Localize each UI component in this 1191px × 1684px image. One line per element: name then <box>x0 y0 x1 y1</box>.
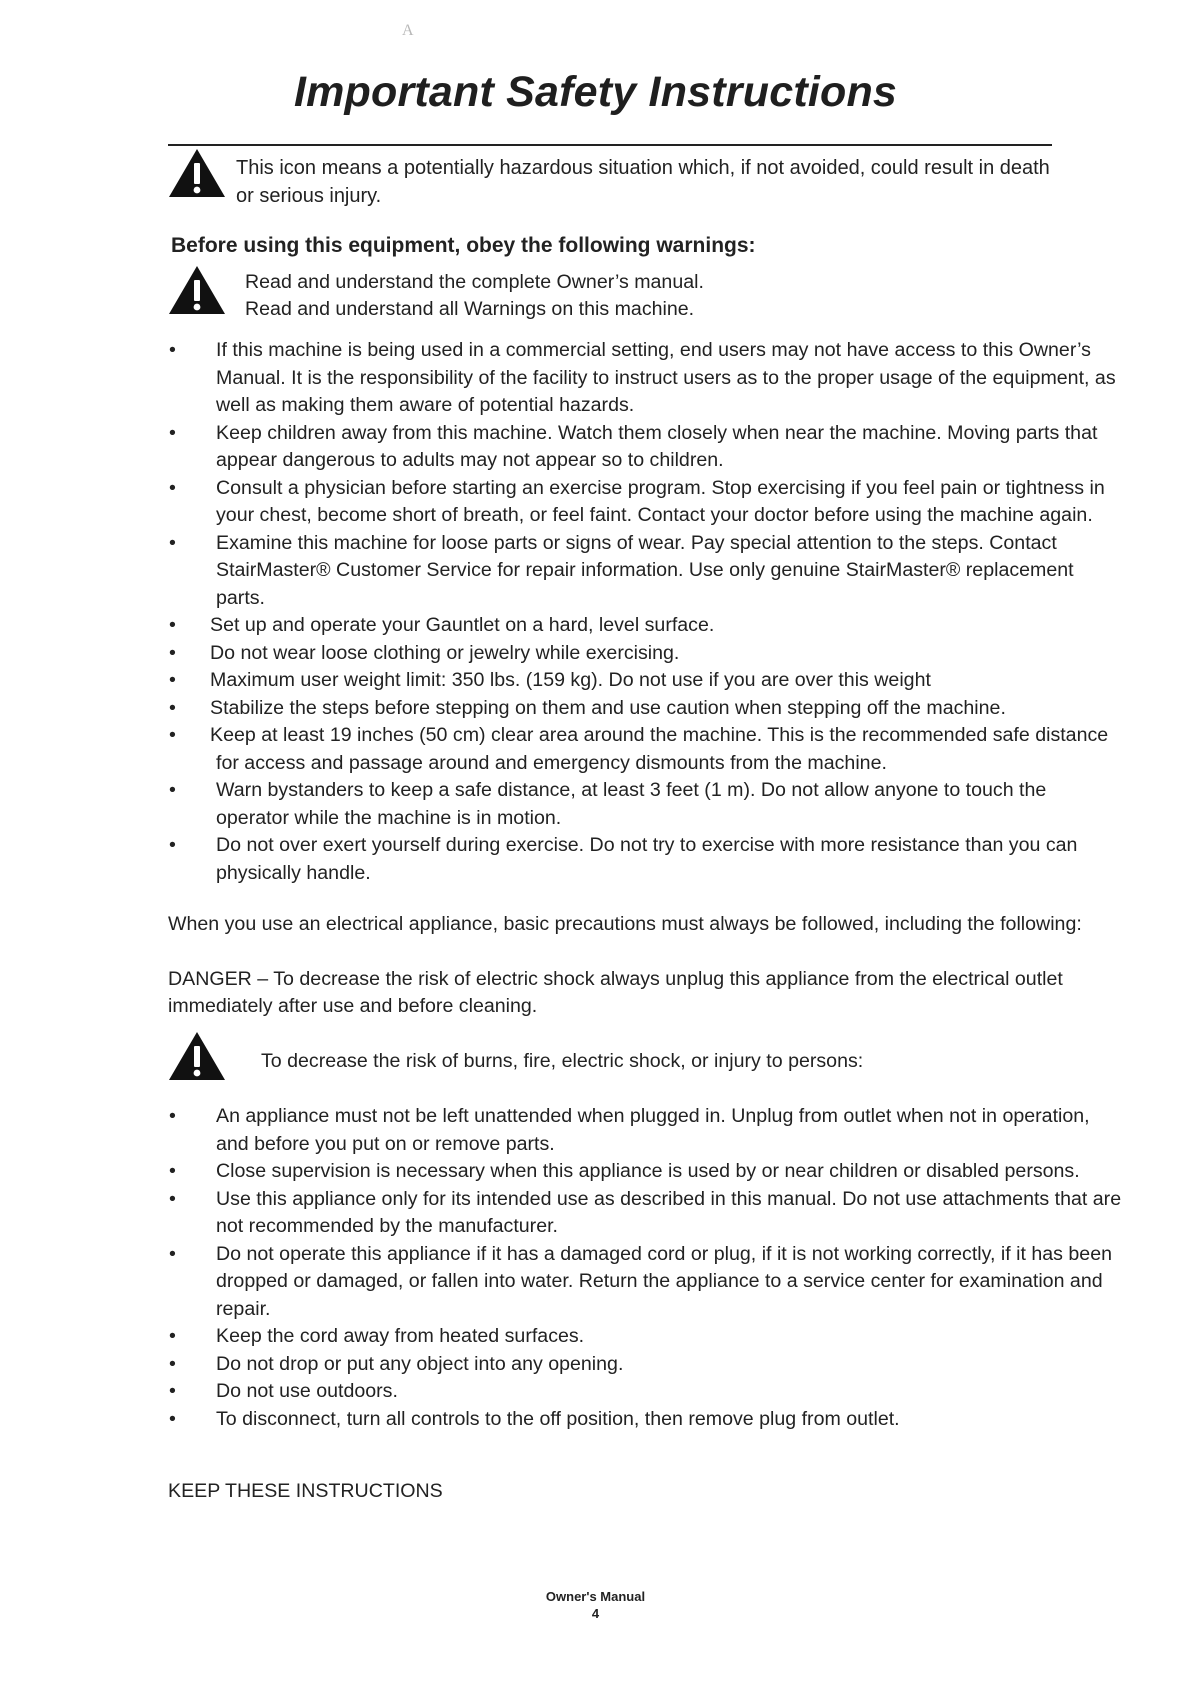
warnings-list <box>0 337 1191 887</box>
list-item: • Do not use outdoors. <box>169 1380 398 1402</box>
list-item: • To disconnect, turn all controls to the off position, then remove plug from outlet. <box>169 1407 900 1430</box>
warning-triangle-icon <box>168 265 226 315</box>
footer-label: Owner's Manual <box>545 1589 646 1604</box>
list-item: • Keep the cord away from heated surfaces. <box>169 1325 585 1347</box>
risk-line: To decrease the risk of burns, fire, electric shock, or injury to persons: <box>261 1050 864 1072</box>
list-item: • If this machine is being used in a commercial setting, end users may not have access to this Owner’s Manual. It is the responsibility of the facility to instruct users as to the proper usage of the equipment, as well as making them aware of potential hazards. <box>169 339 1116 416</box>
read-warnings-line: Read and understand all Warnings on this machine. <box>245 298 695 320</box>
list-item: • Do not over exert yourself during exercise. Do not try to exercise with more resistance than you can physically handle. <box>169 834 1078 884</box>
danger-line-1: DANGER – To decrease the risk of electric shock always unplug this appliance from the electrical outlet <box>168 968 1063 990</box>
page-number: 4 <box>591 1606 600 1621</box>
page-title: Important Safety Instructions <box>293 68 898 116</box>
keep-instructions: KEEP THESE INSTRUCTIONS <box>168 1480 443 1502</box>
corner-mark: A <box>402 22 414 39</box>
list-item: • Warn bystanders to keep a safe distance, at least 3 feet (1 m). Do not allow anyone to touch the operator while the machine is in motion. <box>169 779 1047 829</box>
icon-notice-line-1: This icon means a potentially hazardous situation which, if not avoided, could result in death <box>236 157 1050 179</box>
list-item: • Stabilize the steps before stepping on them and use caution when stepping off the machine. <box>169 696 1006 719</box>
list-item: • An appliance must not be left unattended when plugged in. Unplug from outlet when not in operation, and before you put on or remove parts. <box>169 1105 1090 1155</box>
list-item: • Examine this machine for loose parts or signs of wear. Pay special attention to the steps. Contact StairMaster® Customer Service for repair information. Use only genuine StairMaster® replacement parts. <box>169 531 1074 609</box>
list-item: • Use this appliance only for its intended use as described in this manual. Do not use attachments that are not recommended by the manufacturer. <box>169 1187 1122 1237</box>
list-item: • Do not operate this appliance if it has a damaged cord or plug, if it is not working correctly, if it has been dropped or damaged, or fallen into water. Return the appliance to a service center for examination and repair. <box>169 1242 1112 1320</box>
title-rule <box>168 144 1052 146</box>
list-item: • Do not wear loose clothing or jewelry while exercising. <box>169 641 680 664</box>
list-item: • Do not drop or put any object into any opening. <box>169 1352 624 1375</box>
list-item: • Maximum user weight limit: 350 lbs. (159 kg). Do not use if you are over this weight <box>169 669 931 691</box>
warning-triangle-icon <box>168 1030 226 1082</box>
electrical-list <box>0 1103 1191 1433</box>
warning-triangle-icon <box>168 148 226 198</box>
warnings-heading: Before using this equipment, obey the following warnings: <box>171 234 756 257</box>
list-item: • Keep at least 19 inches (50 cm) clear area around the machine. This is the recommended safe distance for access and passage around and emergency dismounts from the machine. <box>169 724 1109 774</box>
list-item: • Keep children away from this machine. Watch them closely when near the machine. Moving parts that appear dangerous to adults may not appear so to children. <box>169 421 1098 471</box>
icon-notice-line-2: or serious injury. <box>236 185 382 207</box>
list-item: • Close supervision is necessary when this appliance is used by or near children or disabled persons. <box>169 1160 1080 1182</box>
list-item: • Set up and operate your Gauntlet on a hard, level surface. <box>169 614 715 636</box>
electrical-intro: When you use an electrical appliance, basic precautions must always be followed, including the following: <box>168 913 1082 935</box>
read-manual-line: Read and understand the complete Owner’s manual. <box>245 271 704 293</box>
list-item: • Consult a physician before starting an exercise program. Stop exercising if you feel pain or tightness in your chest, become short of breath, or feel faint. Contact your doctor before using the machine again. <box>169 476 1105 526</box>
danger-line-2: immediately after use and before cleaning. <box>168 995 538 1017</box>
